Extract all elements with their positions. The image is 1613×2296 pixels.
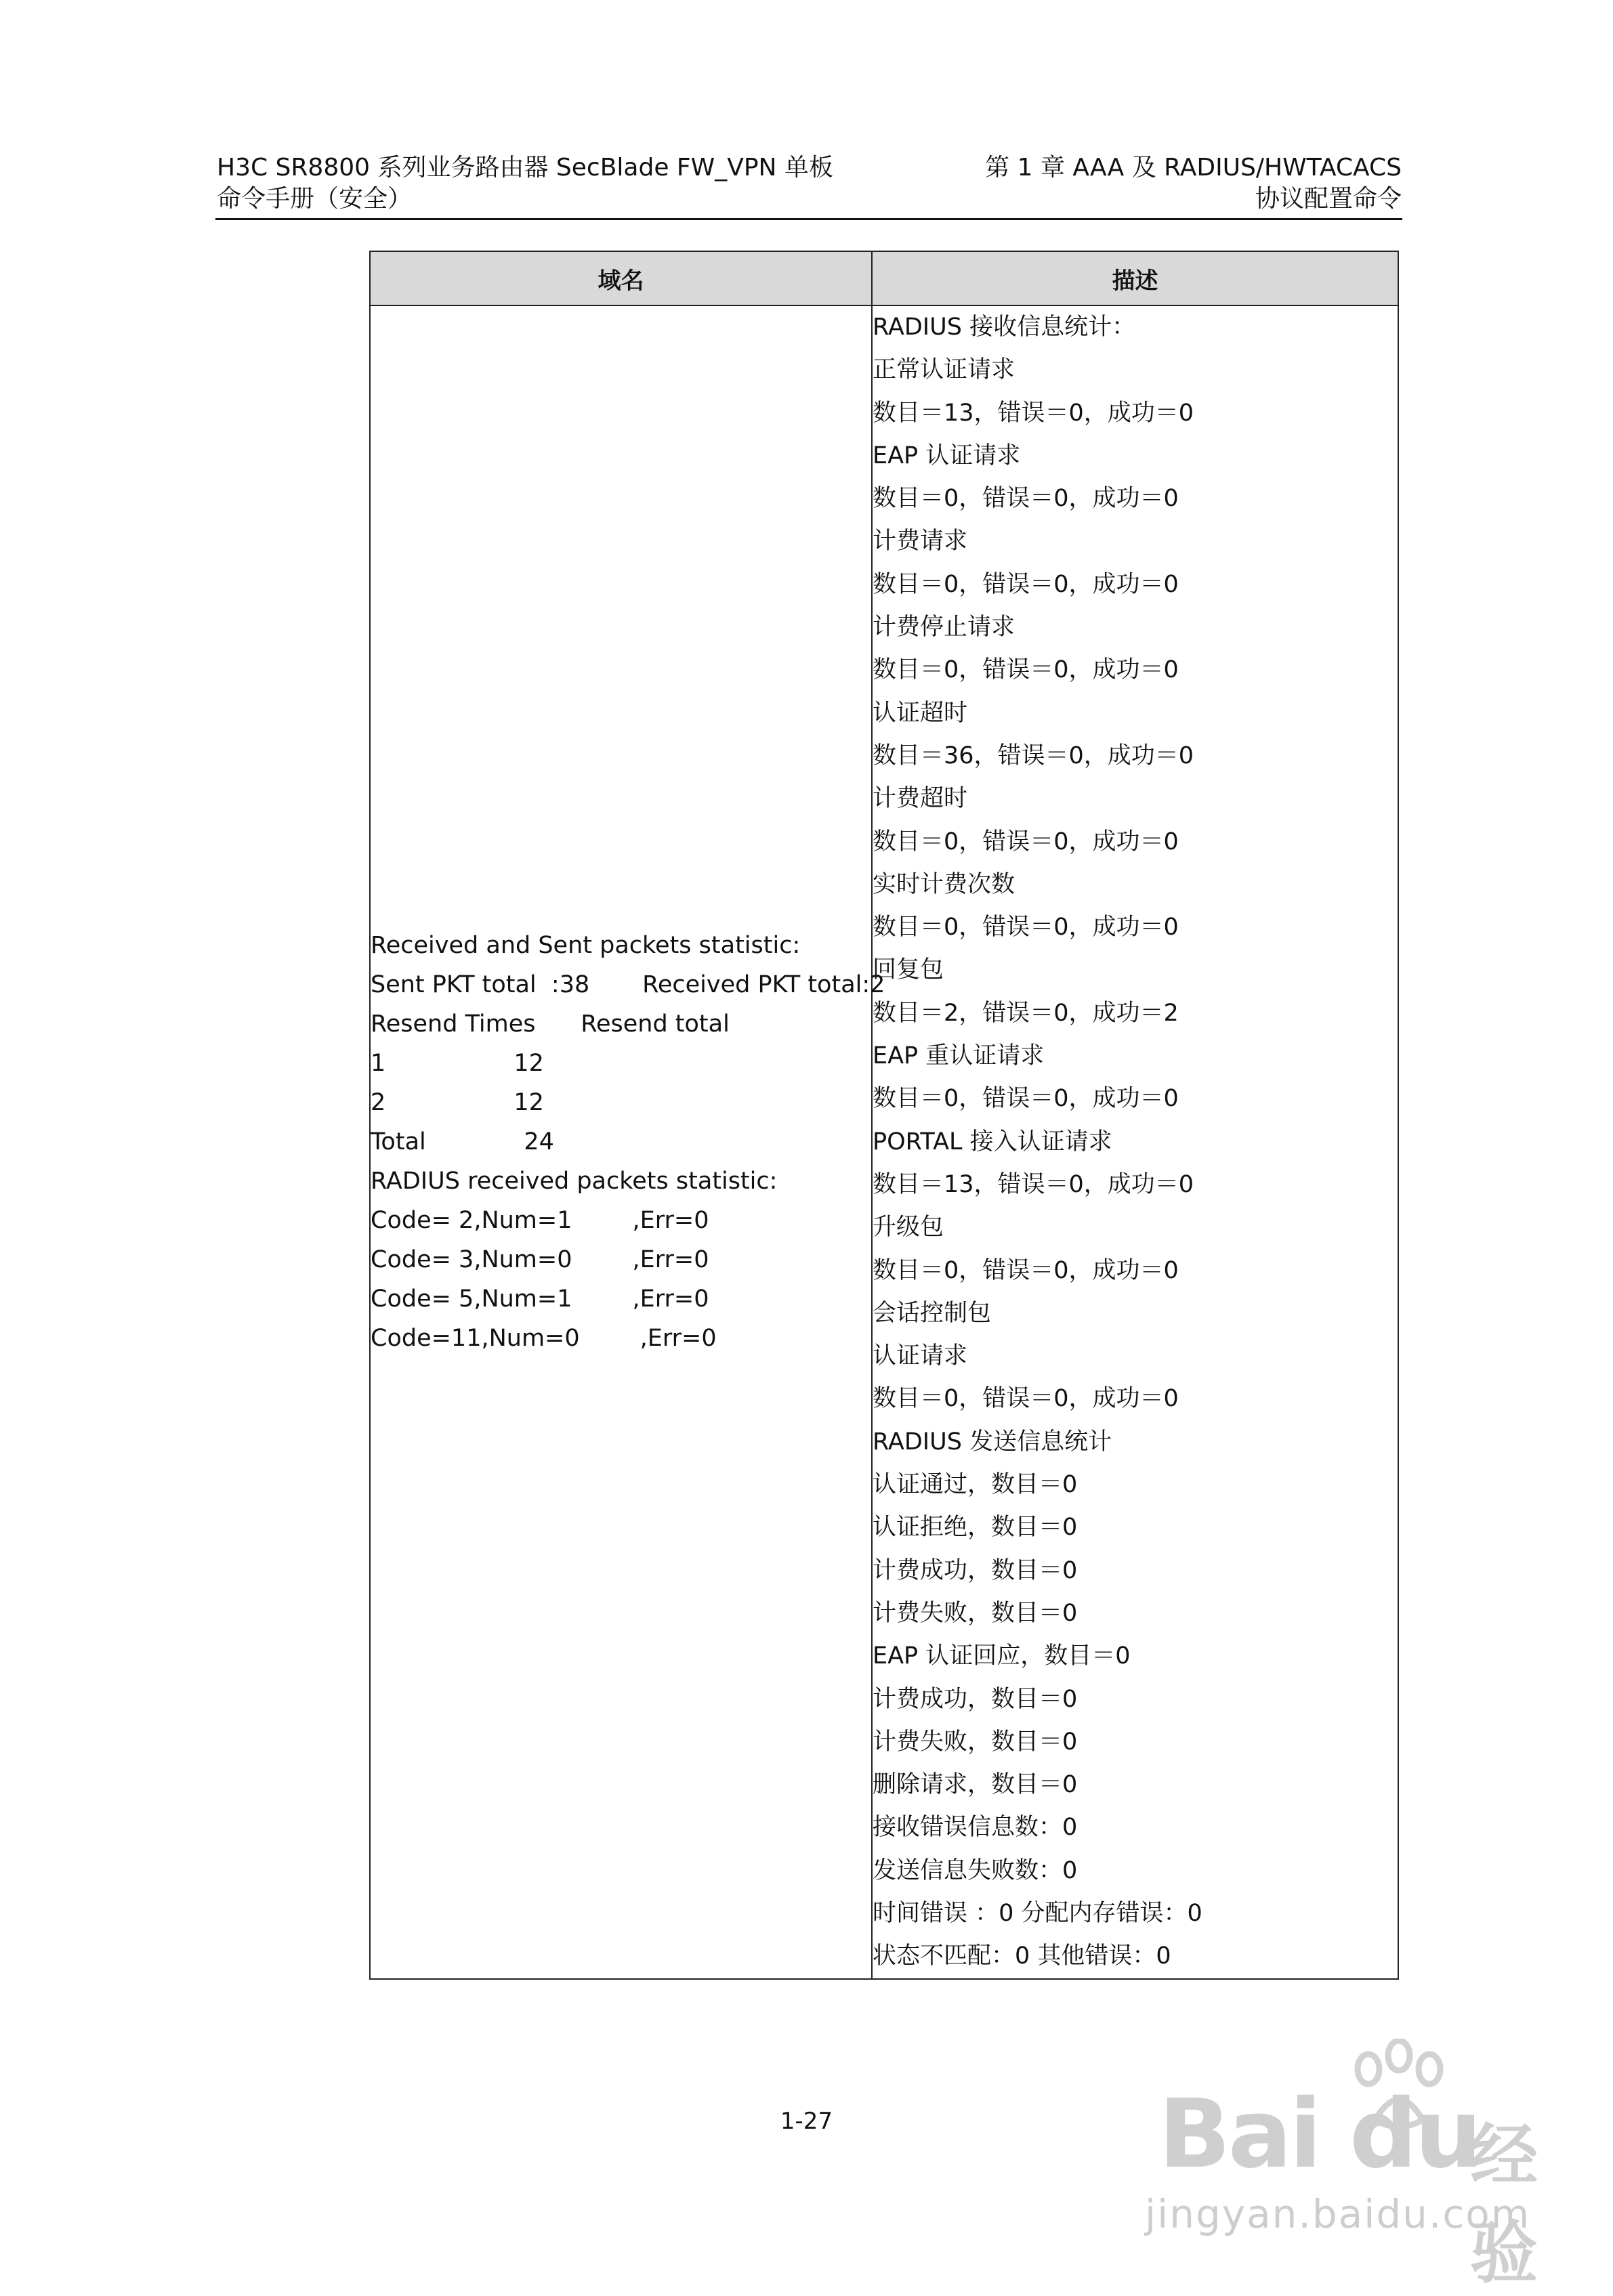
desc-line: 数目＝2，错误＝0，成功＝2 [873, 999, 1179, 1027]
desc-line: 计费失败，数目＝0 [873, 1599, 1078, 1627]
desc-line: 正常认证请求 [873, 356, 1015, 384]
field-line: RADIUS received packets statistic: [371, 1168, 778, 1195]
desc-line: 实时计费次数 [873, 870, 1015, 898]
desc-line: 数目＝13，错误＝0，成功＝0 [873, 399, 1194, 427]
desc-line: PORTAL 接入认证请求 [873, 1128, 1112, 1155]
field-line: Sent PKT total :38 Received PKT total:2 [371, 971, 885, 999]
watermark-url: jingyan.baidu.com [1145, 2191, 1531, 2237]
field-line: Resend Times Resend total [371, 1011, 730, 1038]
desc-line: 发送信息失败数：0 [873, 1856, 1078, 1884]
header-subtitle: 命令手册（安全） [217, 185, 413, 213]
field-line: Code= 5,Num=1 ,Err=0 [371, 1285, 709, 1313]
desc-line: RADIUS 接收信息统计： [873, 314, 1136, 341]
field-line: Code=11,Num=0 ,Err=0 [371, 1325, 717, 1353]
baidu-watermark [1138, 2039, 1558, 2293]
field-line: Received and Sent packets statistic: [371, 932, 801, 960]
field-line: Total 24 [371, 1128, 554, 1156]
desc-line: EAP 重认证请求 [873, 1042, 1045, 1070]
desc-line: 数目＝0，错误＝0，成功＝0 [873, 1085, 1179, 1113]
desc-line: 会话控制包 [873, 1299, 992, 1327]
field-line: 2 12 [371, 1089, 544, 1117]
column-header-description: 描述 [872, 251, 1398, 305]
desc-line: 数目＝0，错误＝0，成功＝0 [873, 914, 1179, 941]
description-lines [873, 306, 1398, 1978]
page-number: 1-27 [780, 2108, 833, 2135]
desc-line: 认证请求 [873, 1342, 968, 1370]
column-header-field: 域名 [370, 251, 872, 305]
desc-line: EAP 认证请求 [873, 442, 1021, 469]
field-line: 1 12 [371, 1050, 544, 1078]
desc-line: 数目＝13，错误＝0，成功＝0 [873, 1170, 1194, 1198]
desc-line: 升级包 [873, 1214, 944, 1241]
desc-line: 计费超时 [873, 785, 968, 813]
watermark-logo-text: Bai du [1158, 2079, 1480, 2190]
desc-line: 数目＝0，错误＝0，成功＝0 [873, 1256, 1179, 1284]
field-cell [370, 305, 885, 1979]
desc-line: 时间错误 ：0 分配内存错误：0 [873, 1899, 1202, 1927]
desc-line: 认证拒绝，数目＝0 [873, 1514, 1078, 1542]
desc-line: 数目＝0，错误＝0，成功＝0 [873, 828, 1179, 855]
desc-line: 数目＝0，错误＝0，成功＝0 [873, 1385, 1179, 1413]
desc-line: 数目＝36，错误＝0，成功＝0 [873, 742, 1194, 769]
desc-line: 回复包 [873, 956, 944, 984]
field-lines [371, 926, 885, 1358]
desc-line: 状态不匹配：0 其他错误：0 [873, 1942, 1171, 1970]
desc-line: 数目＝0，错误＝0，成功＝0 [873, 570, 1179, 598]
desc-line: 计费请求 [873, 528, 968, 555]
desc-line: 计费成功，数目＝0 [873, 1685, 1078, 1713]
field-description-table [369, 251, 1399, 1980]
watermark-logo-cn: 经验 [1470, 2116, 1538, 2293]
header-title: H3C SR8800 系列业务路由器 SecBlade FW_VPN 单板 [217, 154, 833, 182]
header-chapter-sub: 协议配置命令 [1255, 185, 1402, 213]
field-line: Code= 2,Num=1 ,Err=0 [371, 1207, 709, 1235]
desc-line: 计费失败，数目＝0 [873, 1728, 1078, 1756]
description-cell [872, 305, 1398, 1979]
desc-line: 计费停止请求 [873, 614, 1015, 641]
field-line: Code= 3,Num=0 ,Err=0 [371, 1246, 709, 1274]
desc-line: 数目＝0，错误＝0，成功＝0 [873, 485, 1179, 513]
desc-line: 数目＝0，错误＝0，成功＝0 [873, 656, 1179, 684]
desc-line: 计费成功，数目＝0 [873, 1556, 1078, 1584]
desc-line: EAP 认证回应，数目＝0 [873, 1642, 1131, 1670]
header-chapter: 第 1 章 AAA 及 RADIUS/HWTACACS [985, 154, 1402, 182]
desc-line: 认证超时 [873, 699, 968, 727]
desc-line: RADIUS 发送信息统计 [873, 1428, 1112, 1455]
desc-line: 认证通过，数目＝0 [873, 1471, 1078, 1499]
header-rule [215, 218, 1402, 220]
desc-line: 接收错误信息数：0 [873, 1814, 1078, 1842]
desc-line: 删除请求，数目＝0 [873, 1771, 1078, 1799]
